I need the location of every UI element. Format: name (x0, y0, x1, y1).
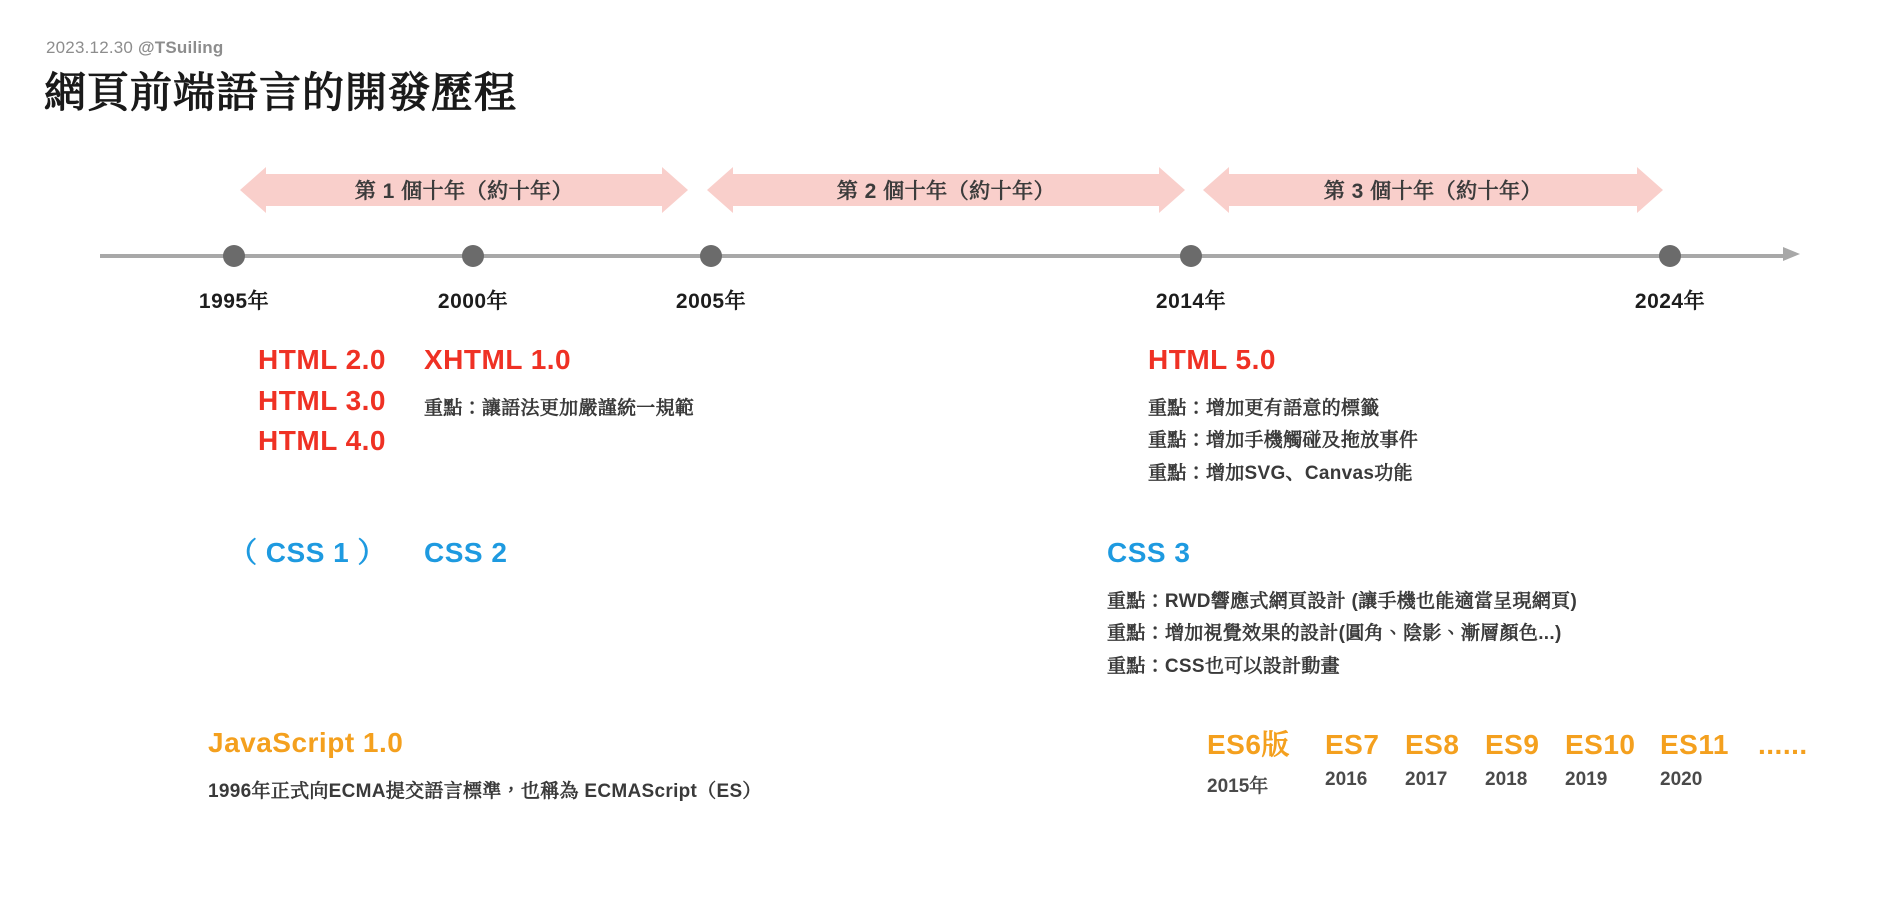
css2-block (424, 533, 507, 574)
decade-band-2 (707, 167, 1185, 213)
es-year: 2019 (1565, 769, 1608, 790)
css-3-note-1: 重點：RWD響應式網頁設計 (讓手機也能適當呈現網頁) (1107, 590, 1578, 612)
html5-block (1148, 340, 1418, 491)
es-item (1405, 729, 1485, 791)
timeline-node-2024-label: 2024年 (1634, 290, 1706, 313)
es-name: ES9 (1485, 729, 1540, 760)
html-4-label: HTML 4.0 (258, 425, 386, 457)
css1-block (60, 533, 386, 574)
decade-band-2-label: 第 2 個十年（約十年） (836, 180, 1056, 203)
timeline-node-2005 (700, 245, 722, 267)
es-name: ES7 (1325, 729, 1380, 760)
decade-band-1 (240, 167, 688, 213)
es-year: 2015年 (1207, 776, 1269, 797)
es-item (1485, 729, 1565, 791)
ecmascript-versions-block (1207, 723, 1848, 798)
javascript-1-note: 1996年正式向ECMA提交語言標準，也稱為 ECMAScript（ES） (208, 780, 762, 802)
timeline-node-2014-label: 2014年 (1155, 290, 1227, 313)
css-3-note-2: 重點：增加視覺效果的設計(圓角、陰影、漸層顏色...) (1107, 623, 1562, 645)
html-5-label: HTML 5.0 (1148, 344, 1276, 375)
timeline-node-2014 (1180, 245, 1202, 267)
es-name: ES10 (1565, 729, 1636, 760)
es-item (1660, 729, 1758, 791)
byline (46, 38, 223, 58)
html-5-note-2: 重點：增加手機觸碰及拖放事件 (1148, 430, 1419, 452)
es-item (1565, 729, 1660, 791)
css-2-label: CSS 2 (424, 537, 508, 568)
byline-date: 2023.12.30 (46, 38, 134, 57)
es-name: ES11 (1660, 729, 1729, 760)
timeline-node-2024 (1659, 245, 1681, 267)
css3-block (1107, 533, 1577, 684)
axis-line (100, 254, 1790, 258)
es-year: 2016 (1325, 769, 1368, 790)
javascript-block (208, 723, 762, 808)
es-name: ES8 (1405, 729, 1460, 760)
html-3-label: HTML 3.0 (258, 384, 386, 416)
es-item (1207, 723, 1325, 798)
es-year: 2020 (1660, 769, 1703, 790)
javascript-1-label: JavaScript 1.0 (208, 727, 404, 758)
es-name: ...... (1758, 729, 1808, 760)
timeline-node-1995 (223, 245, 245, 267)
es-name: ES6版 (1207, 729, 1290, 760)
css-3-label: CSS 3 (1107, 537, 1191, 568)
xhtml-block (424, 340, 694, 425)
decade-band-3-label: 第 3 個十年（約十年） (1323, 180, 1543, 203)
decade-band-3 (1203, 167, 1663, 213)
es-item (1325, 729, 1405, 791)
page-title: 網頁前端語言的開發歷程 (44, 69, 518, 116)
html-early-versions (60, 340, 386, 462)
timeline-node-2000 (462, 245, 484, 267)
xhtml-1-label: XHTML 1.0 (424, 344, 572, 375)
byline-handle: @TSuiling (138, 38, 224, 57)
css-1-label: （ CSS 1 ） (229, 537, 386, 568)
es-year: 2017 (1405, 769, 1448, 790)
html-2-label: HTML 2.0 (258, 344, 386, 375)
css-3-note-3: 重點：CSS也可以設計動畫 (1107, 655, 1340, 677)
ecmascript-versions-row (1207, 723, 1848, 798)
decade-band-1-label: 第 1 個十年（約十年） (354, 180, 574, 203)
es-year: 2018 (1485, 769, 1528, 790)
es-item (1758, 729, 1848, 769)
xhtml-1-note: 重點：讓語法更加嚴謹統一規範 (424, 397, 695, 419)
html-5-note-1: 重點：增加更有語意的標籤 (1148, 397, 1380, 419)
timeline-node-2000-label: 2000年 (437, 290, 509, 313)
timeline-node-2005-label: 2005年 (675, 290, 747, 313)
html-5-note-3: 重點：增加SVG、Canvas功能 (1148, 462, 1413, 484)
timeline-node-1995-label: 1995年 (198, 290, 270, 313)
axis-arrow-icon (1783, 247, 1800, 261)
timeline-axis (100, 252, 1800, 313)
